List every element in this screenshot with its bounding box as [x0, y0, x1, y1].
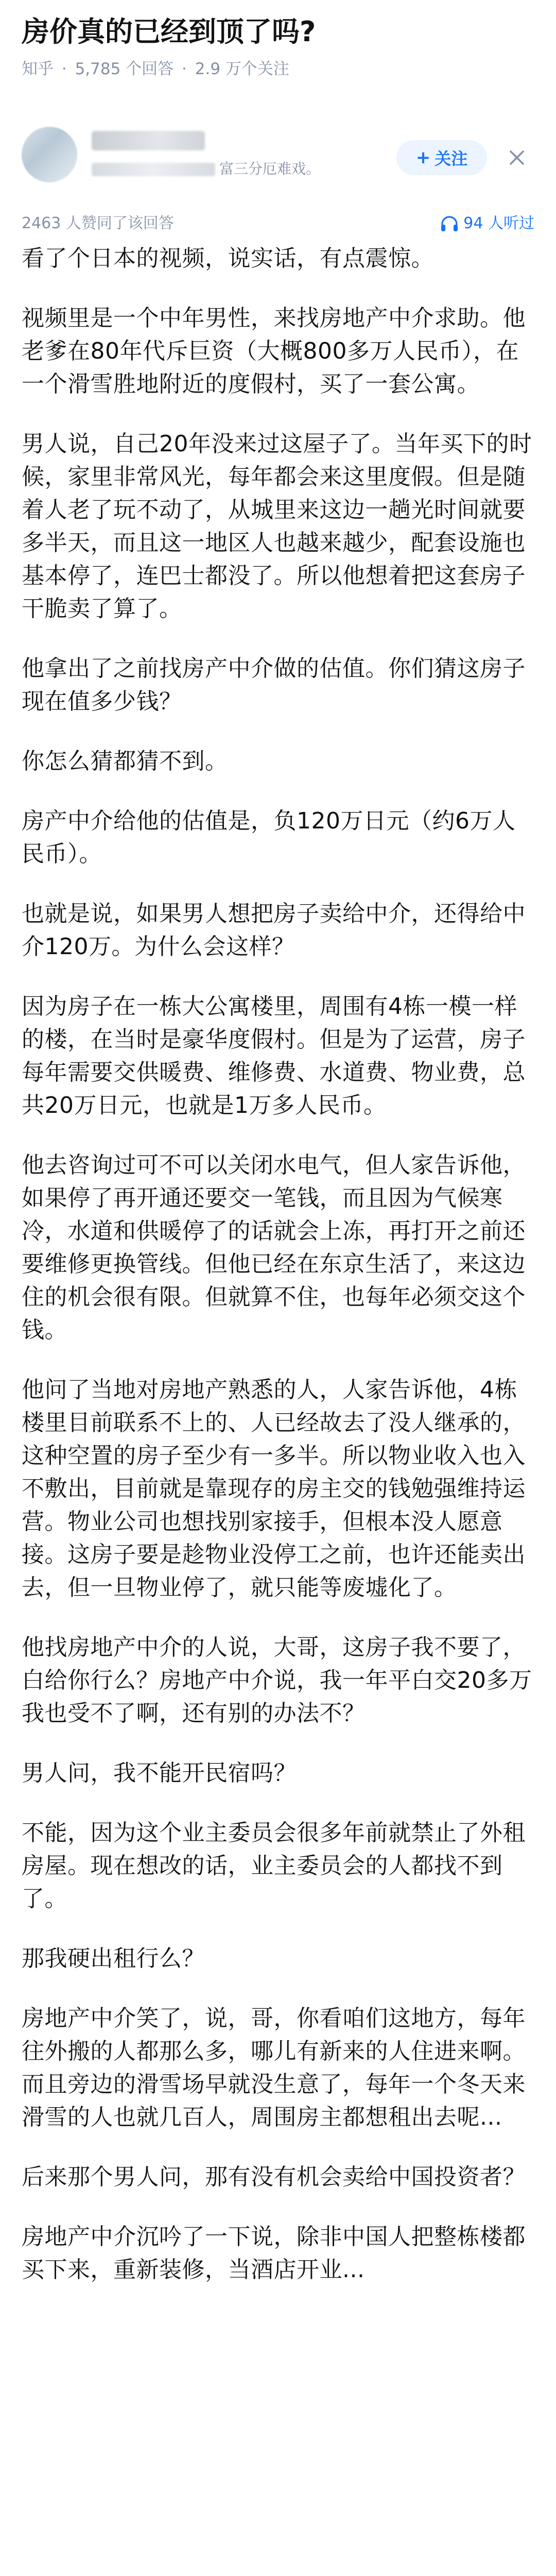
answer-paragraph: 后来那个男人问，那有没有机会卖给中国投资者？	[22, 2164, 526, 2190]
listen-button[interactable]	[440, 212, 534, 235]
answer-paragraph: 男人说，自己20年没来过这屋子了。当年买下的时候，家里非常风光，每年都会来这里度假。但是随着人老了玩不动了，从城里来这边一趟光时间就要多半天，而且这一地区人也越来越少，配套设施也基本停了，连巴士都没了。所以他想着把这套房子干脆卖了算了。	[22, 431, 532, 622]
answer-paragraph: 视频里是一个中年男性，来找房地产中介求助。他老爹在80年代斥巨资（大概800多万人民币），在一个滑雪胜地附近的度假村，买了一套公寓。	[22, 305, 526, 397]
follow-count: 2.9 万个关注	[195, 60, 289, 78]
answer-body	[22, 242, 536, 2313]
follow-button[interactable]	[396, 140, 487, 175]
author-row	[22, 124, 534, 185]
answer-count[interactable]: 5,785 个回答	[75, 60, 174, 78]
avatar[interactable]	[22, 127, 77, 182]
answer-paragraph: 他去咨询过可不可以关闭水电气，但人家告诉他，如果停了再开通还要交一笔钱，而且因为气候寒冷，水道和供暖停了的话就会上冻，再打开之前还要维修更换管线。但他已经在东京生活了，来这边住的机会很有限。但就算不住，也每年必须交这个钱。	[22, 1152, 526, 1343]
headphones-icon	[440, 215, 459, 232]
author-name-redacted[interactable]	[92, 131, 205, 150]
upvote-count: 2463 人赞同了该回答	[22, 214, 174, 232]
answer-paragraph: 不能，因为这个业主委员会很多年前就禁止了外租房屋。现在想改的话，业主委员会的人都找不到了。	[22, 1820, 526, 1912]
answer-paragraph: 房地产中介沉吟了一下说，除非中国人把整栋楼都买下来，重新装修，当酒店开业...	[22, 2224, 526, 2283]
author-bio-redacted	[92, 163, 215, 176]
answer-paragraph: 他找房地产中介的人说，大哥，这房子我不要了，白给你行么？房地产中介说，我一年平白交20多万我也受不了啊，还有别的办法不？	[22, 1634, 532, 1726]
author-bio	[92, 158, 320, 178]
answer-paragraph: 看了个日本的视频，说实话，有点震惊。	[22, 245, 434, 272]
source-label: 知乎	[22, 60, 54, 78]
plus-icon: +	[415, 147, 431, 168]
close-icon	[507, 147, 527, 168]
answer-paragraph: 房产中介给他的估值是，负120万日元（约6万人民币）。	[22, 808, 516, 867]
answer-paragraph: 那我硬出租行么？	[22, 1945, 205, 1972]
stats-row	[22, 212, 534, 235]
question-meta: 知乎 · 5,785 个回答 · 2.9 万个关注	[22, 60, 289, 78]
answer-paragraph: 你怎么猜都猜不到。	[22, 748, 228, 774]
listen-count: 94 人听过	[463, 214, 534, 232]
more-options-icon[interactable]	[506, 146, 528, 169]
answer-paragraph: 他拿出了之前找房产中介做的估值。你们猜这房子现在值多少钱？	[22, 655, 526, 715]
answer-paragraph: 也就是说，如果男人想把房子卖给中介，还得给中介120万。为什么会这样？	[22, 901, 526, 960]
answer-paragraph: 他问了当地对房地产熟悉的人，人家告诉他，4栋楼里目前联系不上的、人已经故去了没人继承的，这种空置的房子至少有一多半。所以物业收入也入不敷出，目前就是靠现存的房主交的钱勉强维持运营。物业公司也想找别家接手，但根本没人愿意接。这房子要是趁物业没停工之前，也许还能卖出去，但一旦物业停了，就只能等废墟化了。	[22, 1377, 526, 1601]
author-bio-text: 富三分厄难戏。	[219, 160, 321, 177]
answer-paragraph: 男人问，我不能开民宿吗？	[22, 1760, 297, 1786]
question-title[interactable]: 房价真的已经到顶了吗?	[22, 15, 316, 48]
follow-button-label: 关注	[435, 149, 468, 168]
answer-paragraph: 因为房子在一栋大公寓楼里，周围有4栋一模一样的楼，在当时是豪华度假村。但是为了运营，房子每年需要交供暖费、维修费、水道费、物业费，总共20万日元，也就是1万多人民币。	[22, 993, 526, 1118]
answer-paragraph: 房地产中介笑了，说，哥，你看咱们这地方，每年往外搬的人都那么多，哪儿有新来的人住进来啊。而且旁边的滑雪场早就没生意了，每年一个冬天来滑雪的人也就几百人，周围房主都想租出去呢...	[22, 2005, 526, 2130]
